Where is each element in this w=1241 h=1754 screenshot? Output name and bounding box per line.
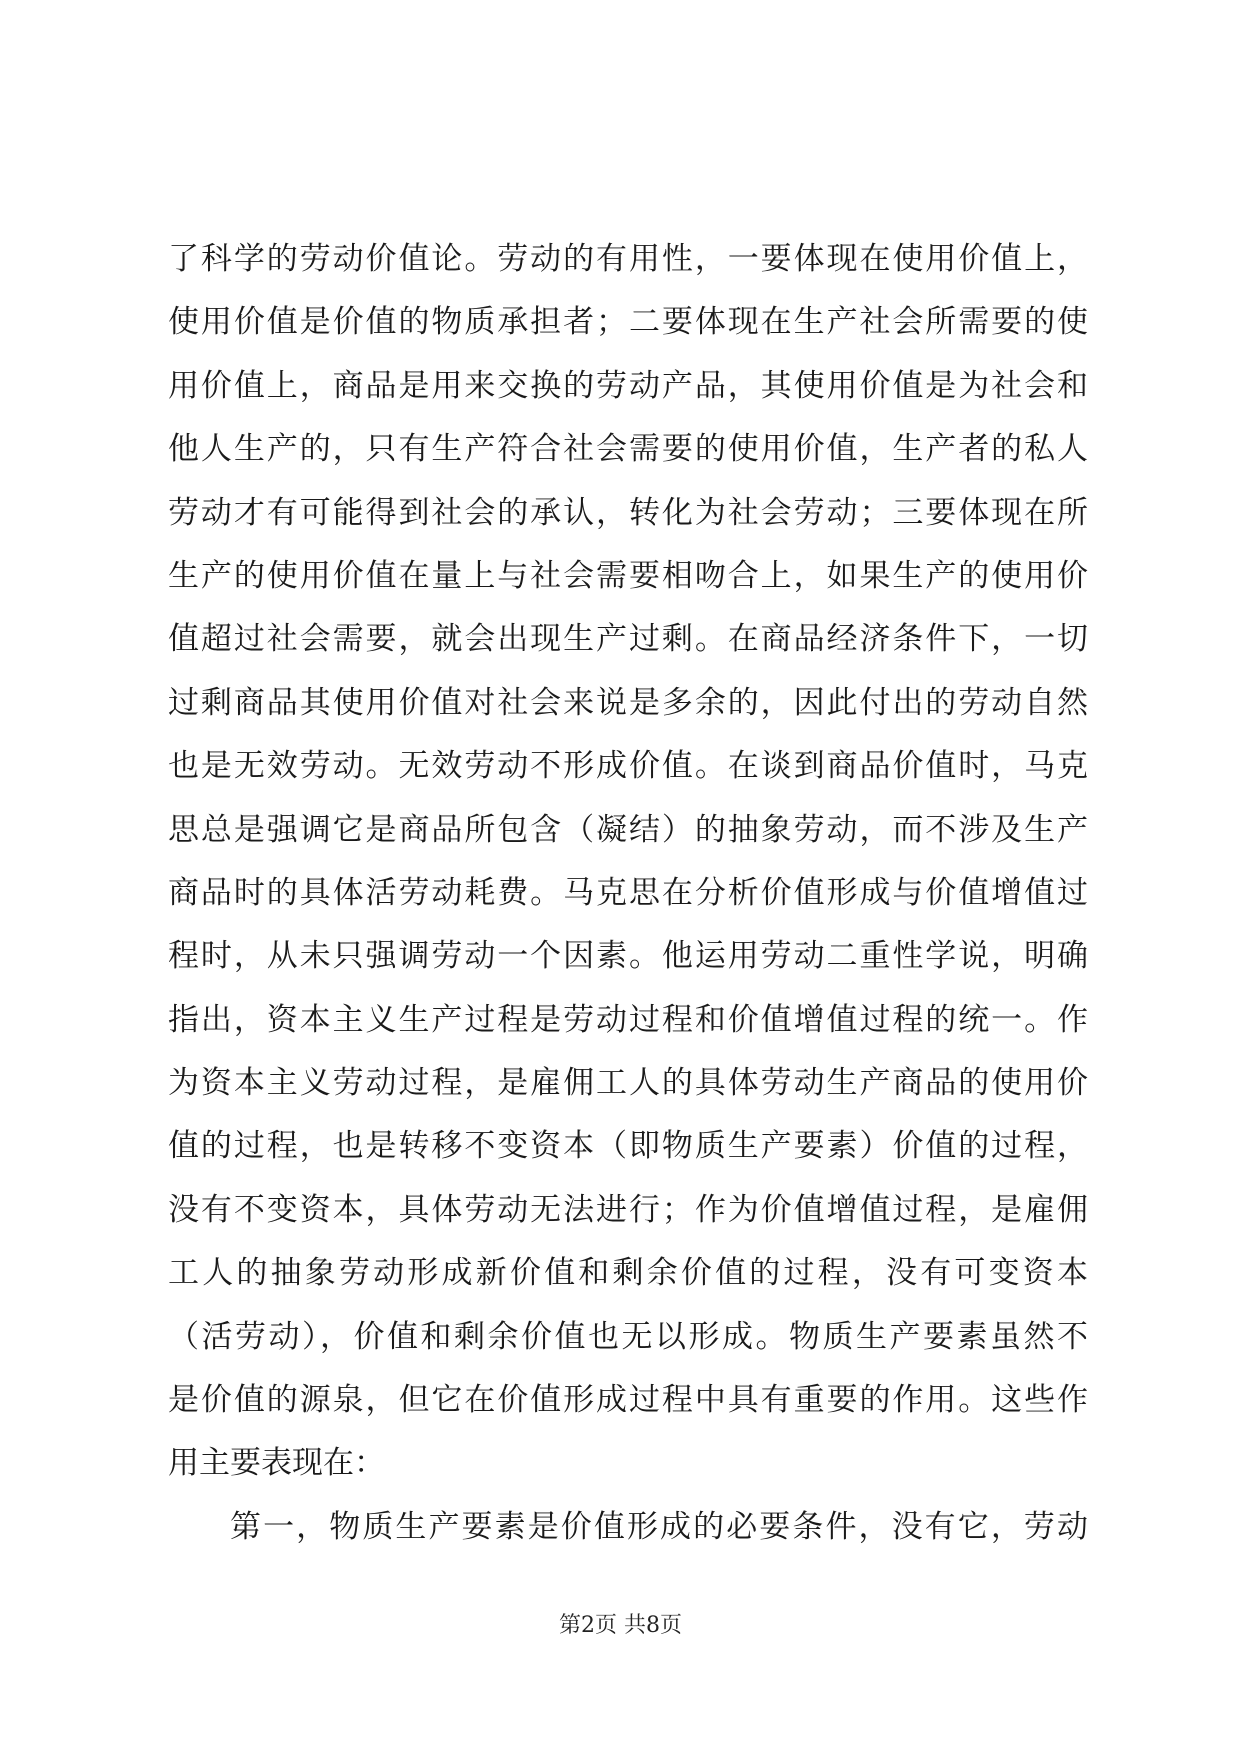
text-line: 思总是强调它是商品所包含（凝结）的抽象劳动，而不涉及生产 — [168, 811, 1088, 848]
text-line: 程时，从未只强调劳动一个因素。他运用劳动二重性学说，明确 — [168, 938, 1088, 975]
text-line: 值的过程，也是转移不变资本（即物质生产要素）价值的过程， — [168, 1128, 1088, 1165]
page-number-footer: 第2页 共8页 — [559, 1613, 682, 1638]
text-line: 使用价值是价值的物质承担者；二要体现在生产社会所需要的使 — [168, 304, 1088, 341]
text-line: 过剩商品其使用价值对社会来说是多余的，因此付出的劳动自然 — [168, 684, 1088, 721]
text-line: 没有不变资本，具体劳动无法进行；作为价值增值过程，是雇佣 — [168, 1191, 1088, 1228]
text-line: 指出，资本主义生产过程是劳动过程和价值增值过程的统一。作 — [168, 1001, 1088, 1038]
text-line: 商品时的具体活劳动耗费。马克思在分析价值形成与价值增值过 — [168, 874, 1088, 911]
text-line: 也是无效劳动。无效劳动不形成价值。在谈到商品价值时，马克 — [168, 748, 1088, 785]
document-body — [168, 228, 1088, 1559]
text-line-paragraph-start: 第一，物质生产要素是价值形成的必要条件，没有它，劳动 — [230, 1508, 1088, 1545]
text-line: 生产的使用价值在量上与社会需要相吻合上，如果生产的使用价 — [168, 557, 1088, 594]
text-line: 劳动才有可能得到社会的承认，转化为社会劳动；三要体现在所 — [168, 494, 1088, 531]
text-line: 他人生产的，只有生产符合社会需要的使用价值，生产者的私人 — [168, 431, 1088, 468]
text-line: （活劳动），价值和剩余价值也无以形成。物质生产要素虽然不 — [168, 1318, 1088, 1355]
text-line: 值超过社会需要，就会出现生产过剩。在商品经济条件下，一切 — [168, 621, 1088, 658]
text-line: 了科学的劳动价值论。劳动的有用性，一要体现在使用价值上， — [168, 241, 1088, 277]
text-line-paragraph-end: 用主要表现在： — [168, 1445, 385, 1482]
text-line: 工人的抽象劳动形成新价值和剩余价值的过程，没有可变资本 — [168, 1255, 1088, 1292]
text-line: 用价值上，商品是用来交换的劳动产品，其使用价值是为社会和 — [168, 367, 1088, 404]
text-line: 为资本主义劳动过程，是雇佣工人的具体劳动生产商品的使用价 — [168, 1065, 1088, 1102]
text-line: 是价值的源泉，但它在价值形成过程中具有重要的作用。这些作 — [168, 1382, 1088, 1419]
